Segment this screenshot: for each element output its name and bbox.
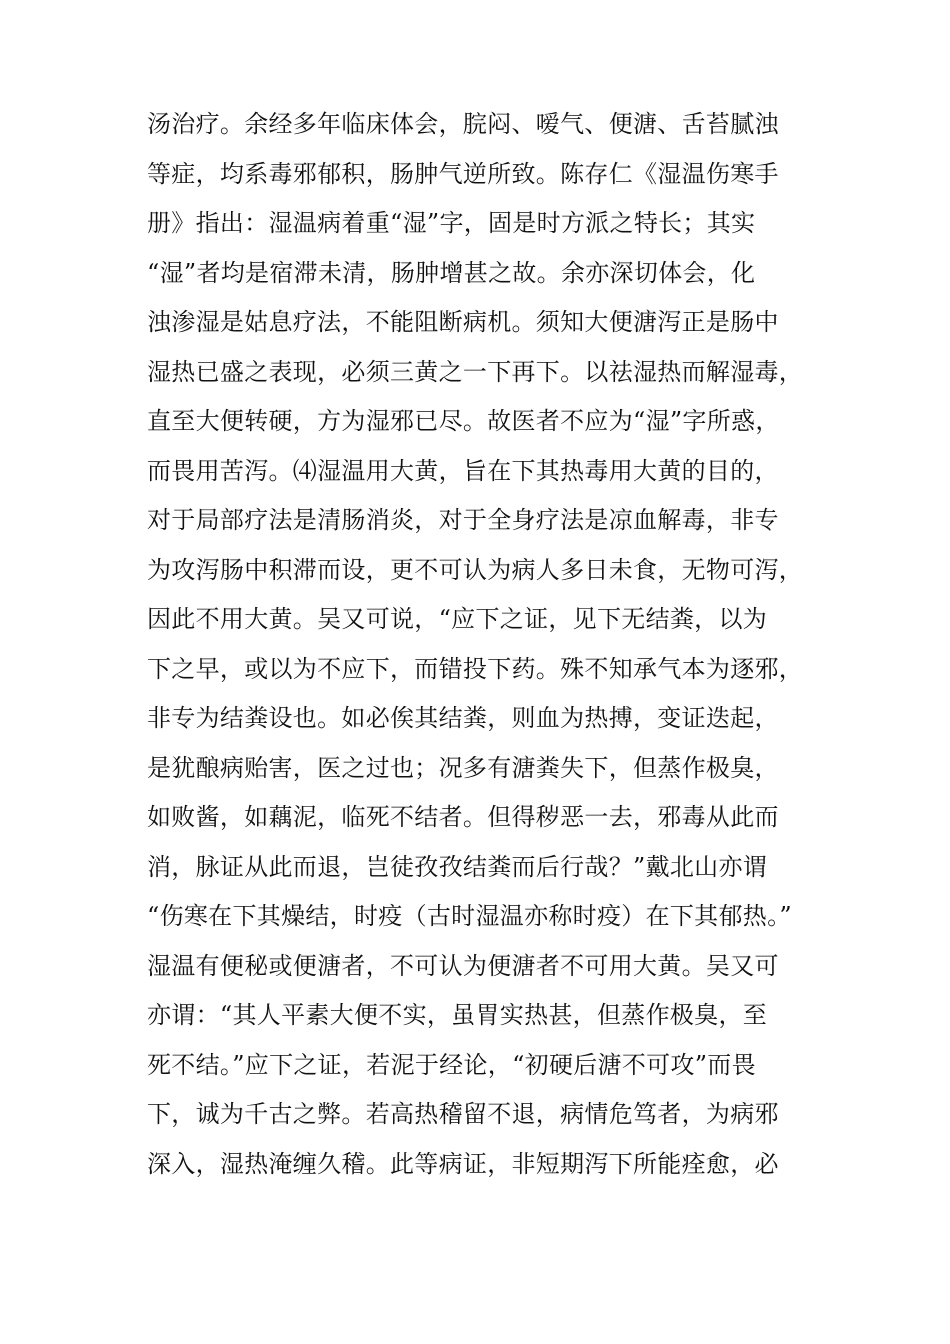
text-line: 是犹酿病贻害，医之过也；况多有溏粪失下，但蒸作极臭，	[147, 753, 779, 782]
text-line: 非专为结粪设也。如必俟其结粪，则血为热搏，变证迭起，	[147, 704, 779, 732]
text-line: 册》指出：湿温病着重“湿”字，固是时方派之特长；其实	[147, 209, 756, 237]
text-line: 深入，湿热淹缠久稽。此等病证，非短期泻下所能痊愈，必	[147, 1149, 779, 1178]
text-line: 等症，均系毒邪郁积，肠肿气逆所致。陈存仁《湿温伤寒手	[147, 159, 779, 188]
text-line: 亦谓：“其人平素大便不实，虽胃实热甚，但蒸作极臭，至	[147, 1001, 768, 1029]
text-line: 如败酱，如藕泥，临死不结者。但得秽恶一去，邪毒从此而	[147, 803, 779, 831]
text-line: 湿温有便秘或便溏者，不可认为便溏者不可用大黄。吴又可	[147, 951, 779, 980]
text-line: 汤治疗。余经多年临床体会，脘闷、嗳气、便溏、舌苔腻浊	[147, 110, 779, 138]
text-line: 死不结。”应下之证，若泥于经论，“初硬后溏不可攻”而畏	[147, 1050, 756, 1079]
text-line: 而畏用苦泻。⑷湿温用大黄，旨在下其热毒用大黄的目的，	[147, 456, 779, 485]
text-line: “伤寒在下其燥结，时疫（古时湿温亦称时疫）在下其郁热。”	[147, 902, 792, 930]
text-line: 湿热已盛之表现，必须三黄之一下再下。以祛湿热而解湿毒，	[147, 357, 804, 386]
text-line: 消，脉证从此而退，岂徒孜孜结粪而后行哉？”戴北山亦谓	[147, 852, 768, 881]
text-line: 对于局部疗法是清肠消炎，对于全身疗法是凉血解毒，非专	[147, 506, 779, 534]
text-line: 浊渗湿是姑息疗法，不能阻断病机。须知大便溏泻正是肠中	[147, 308, 779, 336]
text-line: 下之早，或以为不应下，而错投下药。殊不知承气本为逐邪，	[147, 654, 804, 683]
text-line: 直至大便转硬，方为湿邪已尽。故医者不应为“湿”字所惑，	[147, 407, 780, 435]
text-line: “湿”者均是宿滞未清，肠肿增甚之故。余亦深切体会，化	[147, 258, 756, 287]
text-line: 下，诚为千古之弊。若高热稽留不退，病情危笃者，为病邪	[147, 1100, 779, 1128]
body-text	[147, 100, 811, 1189]
text-line: 因此不用大黄。吴又可说，“应下之证，见下无结粪，以为	[147, 605, 768, 633]
text-line: 为攻泻肠中积滞而设，更不可认为病人多日未食，无物可泻，	[147, 555, 804, 584]
